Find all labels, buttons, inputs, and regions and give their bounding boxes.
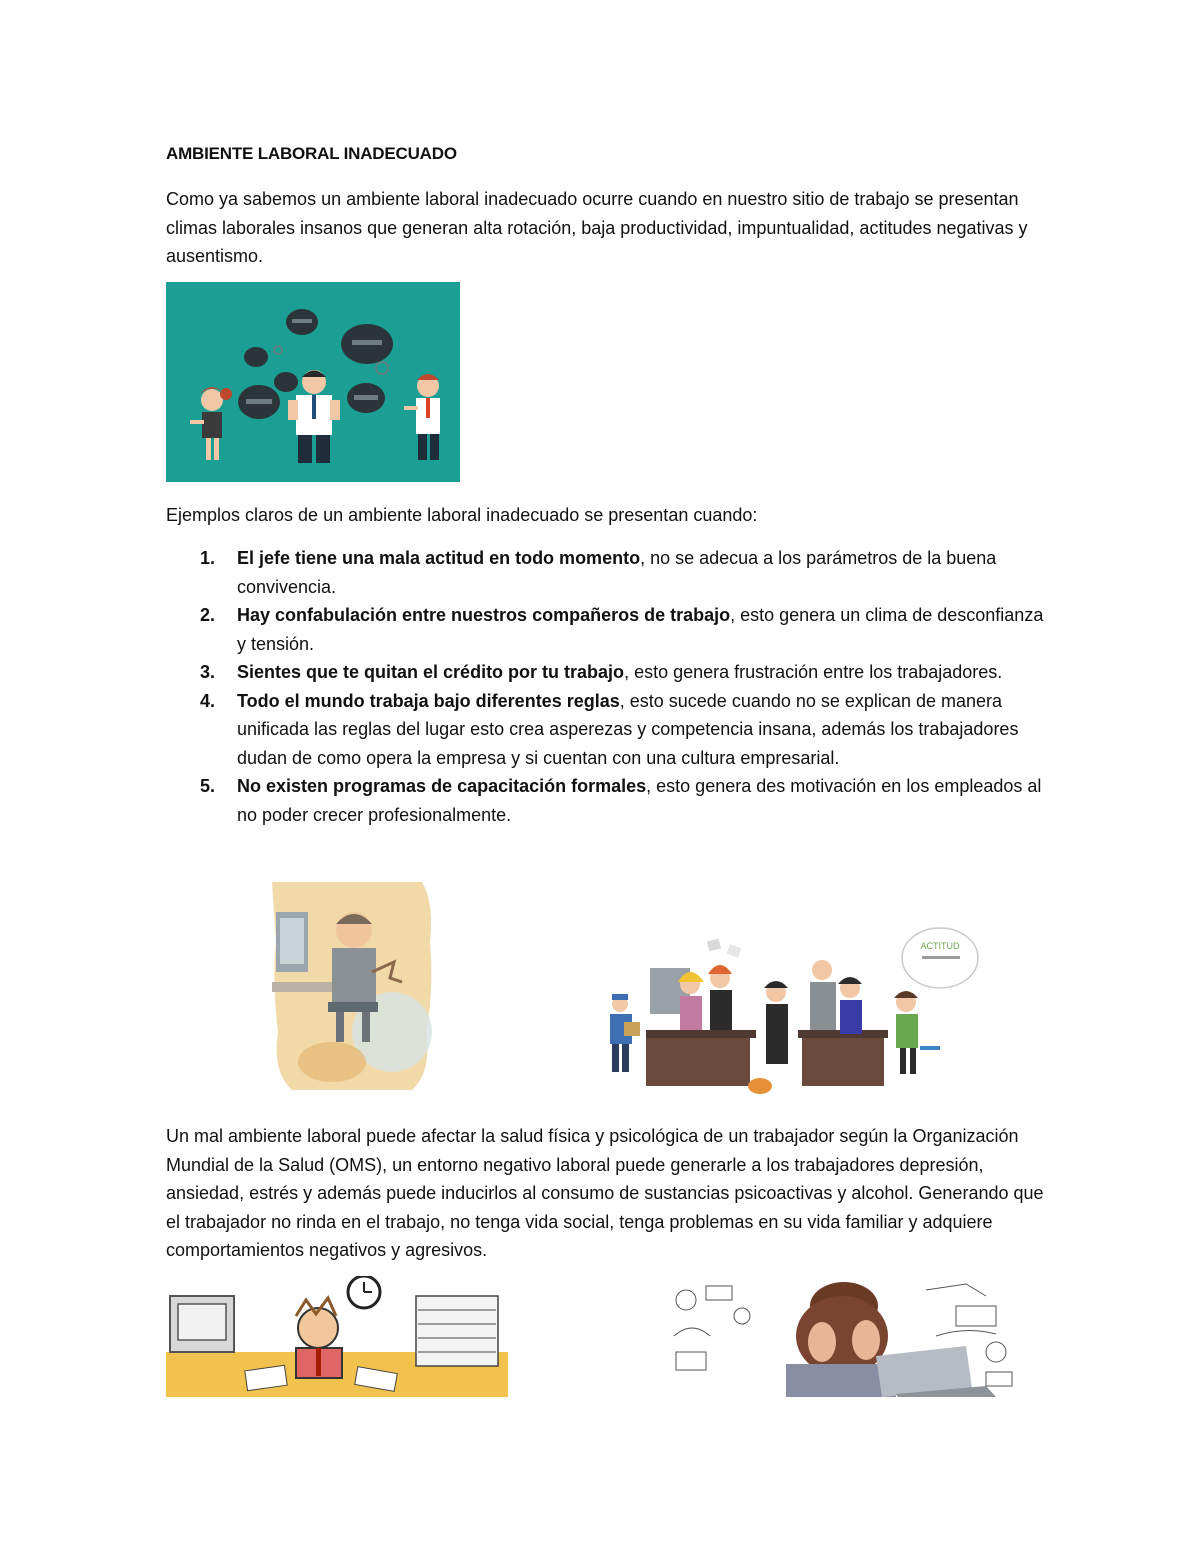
list-item-bold-lead: Sientes que te quitan el crédito por tu trabajo [237,662,625,682]
list-item-bold-lead: Todo el mundo trabaja bajo diferentes reglas [237,690,620,711]
stressed-woman-photo [666,1276,1022,1397]
angry-coworkers-illustration [166,282,460,482]
list-item-number: 3. [200,662,216,682]
closing-paragraph: Un mal ambiente laboral puede afectar la salud física y psicológica de un trabajador según la Organización Mundial de la Salud (OMS), un entorno negativo laboral puede generarle a los trabajadores depresión, ansiedad, estrés y además puede inducirlos al consumo de sustancias psicoactivas y alcohol. Generando que el trabajador no rinda en el trabajo, no tenga vida social, tenga problemas en su vida familiar y adquiere comportamientos negativos y agresivos. [166,1126,1044,1260]
list-item-bold-lead: Hay confabulación entre nuestros compañeros de trabajo [237,605,731,625]
overwhelmed-worker-illustration [166,1276,508,1397]
list-item-text: , esto sucede cuando no se explican de manera unificada las reglas del lugar esto crea asperezas y competencia insana, además los trabajadores dudan de como opera la empresa y si cuentan con una cultura empresarial. [237,690,1019,768]
intro-paragraph: Como ya sabemos un ambiente laboral inadecuado ocurre cuando en nuestro sitio de trabajo se presentan climas laborales insanos que generan alta rotación, baja productividad, impuntualidad, actitudes negativas y ausentismo. [166,189,1028,266]
examples-intro: Ejemplos claros de un ambiente laboral inadecuado se presentan cuando: [166,505,758,525]
list-item-number: 2. [200,605,216,625]
list-item-text: , esto genera des motivación en los empleados al no poder crecer profesionalmente. [237,776,1042,825]
list-item-bold-lead: El jefe tiene una mala actitud en todo momento [237,548,641,568]
document-title: AMBIENTE LABORAL INADECUADO [166,144,457,163]
stressed-worker-illustration [272,882,434,1090]
list-item-text: , esto genera un clima de desconfianza y tensión. [237,605,1044,654]
list-item [166,772,1046,829]
list-item [166,601,1046,658]
list-item-bold-lead: No existen programas de capacitación formales [237,776,647,796]
list-item-number: 1. [200,548,216,568]
chaotic-office-illustration [600,926,984,1102]
examples-list [166,544,1046,829]
list-item [166,658,1046,687]
list-item [166,687,1046,773]
list-item-number: 5. [200,776,216,796]
list-item [166,544,1046,601]
list-item-text: , esto genera frustración entre los trabajadores. [624,662,1003,682]
thought-bubble-text: ACTITUD [920,941,960,951]
list-item-number: 4. [200,690,216,711]
list-item-text: , no se adecua a los parámetros de la buena convivencia. [237,548,997,597]
